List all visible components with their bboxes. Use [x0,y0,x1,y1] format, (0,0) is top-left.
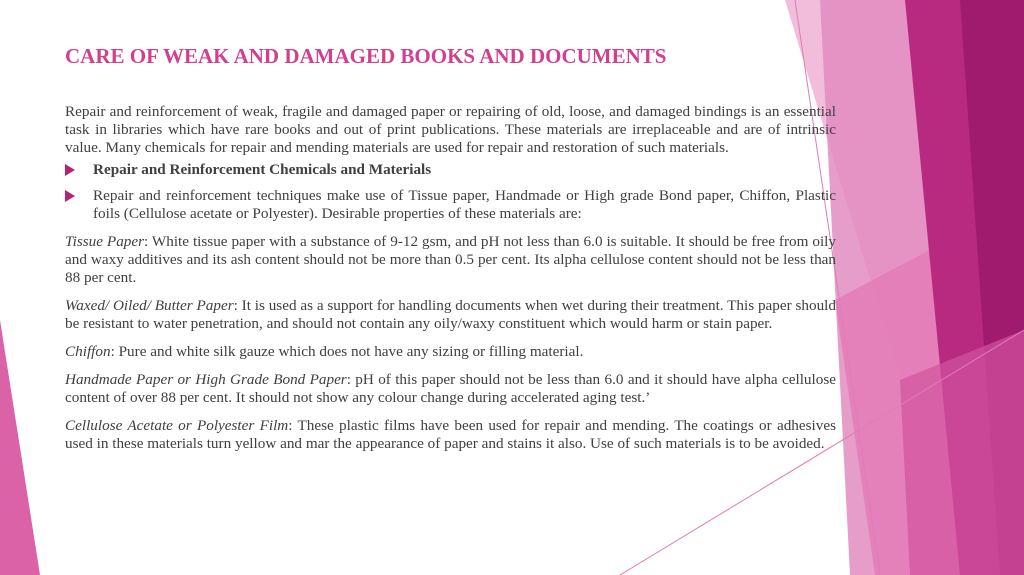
material-description: : pH of this paper should not be less than 6.0 and it should have alpha cellulose content of over 88 per cent. It should not show any colour change during accelerated aging test.’ [65,371,836,406]
material-term: Handmade Paper or High Grade Bond Paper [65,371,347,388]
material-description: : Pure and white silk gauze which does not have any sizing or filling material. [110,343,584,360]
bullet-arrow-icon [65,164,75,176]
material-term: Tissue Paper [65,233,145,250]
intro-paragraph: Repair and reinforcement of weak, fragile and damaged paper or repairing of old, loose, and damaged bindings is an essential task in libraries which have rare books and out of print publications. These materials are irreplaceable and are of intrinsic value. Many chemicals for repair and mending materials are used for repair and restoration of such materials. [65,103,836,156]
bullet-item [65,187,836,223]
bullet-text: Repair and reinforcement techniques make use of Tissue paper, Handmade or High grade Bond paper, Chiffon, Plastic foils (Cellulose acetate or Polyester). Desirable properties of these materials are: [93,187,836,222]
slide-title: CARE OF WEAK AND DAMAGED BOOKS AND DOCUMENTS [65,44,667,68]
material-term: Chiffon [65,343,111,360]
material-paragraph [65,371,836,407]
material-description: : It is used as a support for handling documents when wet during their treatment. This paper should be resistant to water penetration, and should not contain any oily/waxy constituent which would harm or stain paper. [65,297,836,332]
slide-body [65,103,836,463]
material-term: Waxed/ Oiled/ Butter Paper [65,297,234,314]
material-paragraph [65,297,836,333]
bullet-arrow-icon [65,190,75,202]
material-paragraph [65,343,836,361]
material-description: : These plastic films have been used for repair and mending. The coatings or adhesives used in these materials turn yellow and mar the appearance of paper and stains it also. Use of such materials is to be avoided. [65,417,837,452]
material-paragraph [65,417,836,453]
deco-left-triangle [0,320,40,575]
bullet-item [65,161,836,179]
bullet-text: Repair and Reinforcement Chemicals and Materials [93,161,432,178]
material-paragraph [65,233,836,287]
material-description: : White tissue paper with a substance of 9-12 gsm, and pH not less than 6.0 is suitable. It should be free from oily and waxy additives and its ash content should not be more than 0.5 per cent. Its alpha cellulose content should not be less than 88 per cent. [65,233,836,286]
material-term: Cellulose Acetate or Polyester Film [65,417,289,434]
